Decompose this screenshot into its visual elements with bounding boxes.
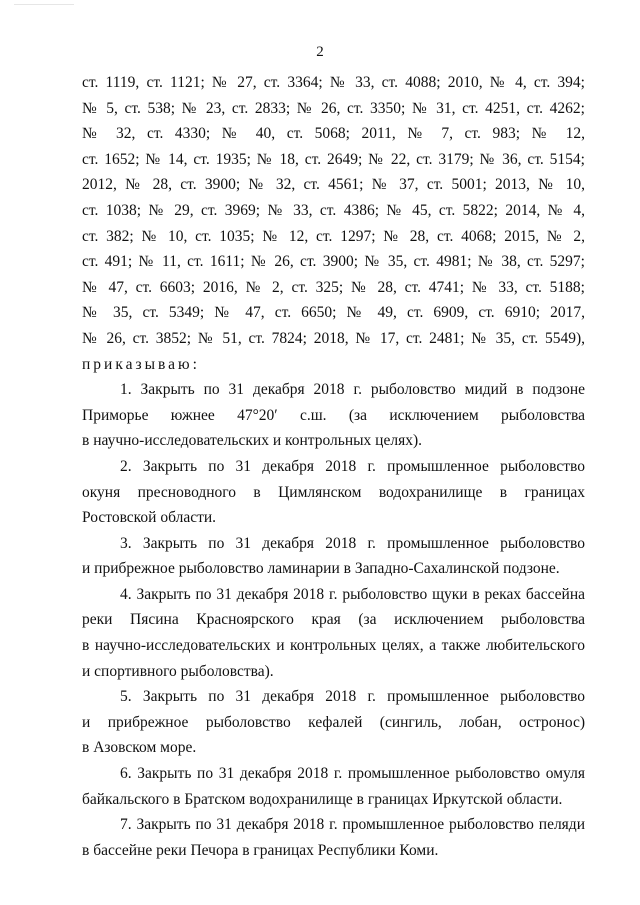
item-7 xyxy=(82,812,585,863)
text-line: 2012, № 28, ст. 3900; № 32, ст. 4561; № 37, ст. 5001; 2013, № 10, xyxy=(82,176,585,194)
text-line: № 47, ст. 6603; 2016, № 2, ст. 325; № 28, ст. 4741; № 33, ст. 5188; xyxy=(82,278,585,296)
text-line: в Азовском море. xyxy=(82,739,197,757)
text-line: 3. Закрыть по 31 декабря 2018 г. промышленное рыболовство xyxy=(120,534,585,552)
text-line: ст. 491; № 11, ст. 1611; № 26, ст. 3900; № 35, ст. 4981; № 38, ст. 5297; xyxy=(82,253,585,271)
text-line: № 5, ст. 538; № 23, ст. 2833; № 26, ст. 3350; № 31, ст. 4251, ст. 4262; xyxy=(82,99,585,117)
text-line: и прибрежное рыболовство кефалей (сингиль, лобан, остронос) xyxy=(82,713,585,731)
page-number: 2 xyxy=(316,44,324,60)
text-line: в научно-исследовательских и контрольных целях, а также любительского xyxy=(82,637,585,655)
text-line: 7. Закрыть по 31 декабря 2018 г. промышленное рыболовство пеляди xyxy=(120,816,585,834)
text-line: в бассейне реки Печора в границах Республики Коми. xyxy=(82,841,439,859)
item-3 xyxy=(82,531,585,582)
legal-references-paragraph xyxy=(82,70,585,377)
text-line: реки Пясина Красноярского края (за исключением рыболовства xyxy=(82,611,585,629)
text-line: окуня пресноводного в Цимлянском водохранилище в границах xyxy=(82,483,585,501)
item-2 xyxy=(82,454,585,531)
scan-artifact xyxy=(14,4,74,5)
item-5 xyxy=(82,684,585,761)
text-line: байкальского в Братском водохранилище в границах Иркутской области. xyxy=(82,790,563,808)
text-line: 1. Закрыть по 31 декабря 2018 г. рыболовство мидий в подзоне xyxy=(120,381,585,399)
text-line: ст. 1119, ст. 1121; № 27, ст. 3364; № 33, ст. 4088; 2010, № 4, ст. 394; xyxy=(82,74,585,91)
text-line: ст. 382; № 10, ст. 1035; № 12, ст. 1297; № 28, ст. 4068; 2015, № 2, xyxy=(82,227,585,245)
text-line: 2. Закрыть по 31 декабря 2018 г. промышленное рыболовство xyxy=(120,457,585,475)
text-line: 5. Закрыть по 31 декабря 2018 г. промышленное рыболовство xyxy=(120,688,585,706)
text-line: ст. 1652; № 14, ст. 1935; № 18, ст. 2649; № 22, ст. 3179; № 36, ст. 5154; xyxy=(82,150,585,168)
text-line: и прибрежное рыболовство ламинарии в Западно-Сахалинской подзоне. xyxy=(82,560,560,578)
text-line: ст. 1038; № 29, ст. 3969; № 33, ст. 4386; № 45, ст. 5822; 2014, № 4, xyxy=(82,201,585,219)
item-1 xyxy=(82,377,585,454)
text-line: № 35, ст. 5349; № 47, ст. 6650; № 49, ст. 6909, ст. 6910; 2017, xyxy=(82,304,585,322)
item-6 xyxy=(82,761,585,812)
text-line: № 32, ст. 4330; № 40, ст. 5068; 2011, № 7, ст. 983; № 12, xyxy=(82,125,585,143)
text-line: в научно-исследовательских и контрольных целях). xyxy=(82,432,422,450)
decree-word: приказываю: xyxy=(82,355,200,373)
text-line: 6. Закрыть по 31 декабря 2018 г. промышленное рыболовство омуля xyxy=(120,765,585,783)
text-line: и спортивного рыболовства). xyxy=(82,662,274,680)
document-body xyxy=(82,70,585,863)
text-line: 4. Закрыть по 31 декабря 2018 г. рыболовство щуки в реках бассейна xyxy=(120,585,585,603)
text-line: № 26, ст. 3852; № 51, ст. 7824; 2018, № 17, ст. 2481; № 35, ст. 5549), xyxy=(82,329,585,347)
text-line: Приморье южнее 47°20′ с.ш. (за исключением рыболовства xyxy=(82,406,585,424)
item-4 xyxy=(82,582,585,684)
text-line: Ростовской области. xyxy=(82,509,217,527)
